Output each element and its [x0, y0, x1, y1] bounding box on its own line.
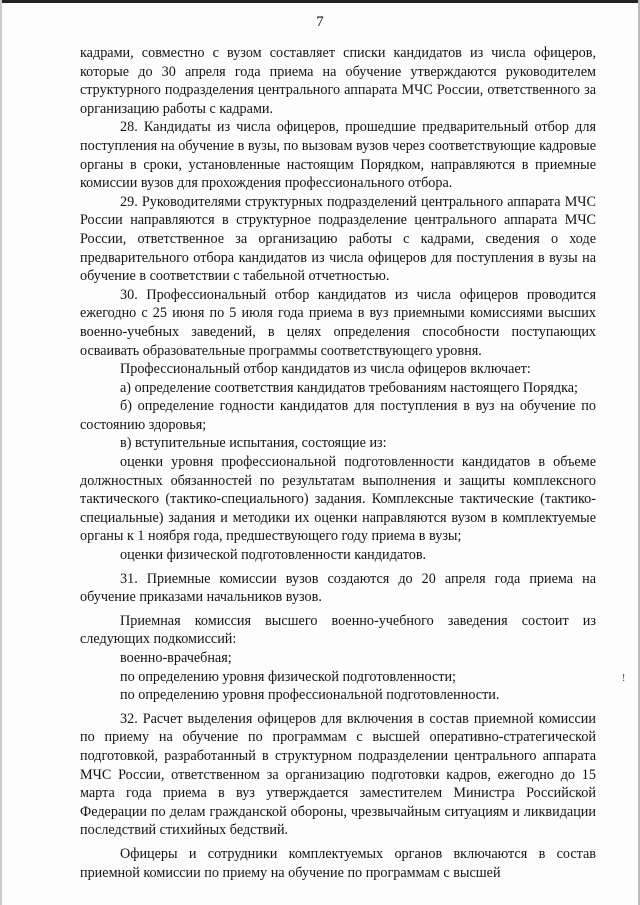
paragraph-continuation: кадрами, совместно с вузом составляет списки кандидатов из числа офицеров, которые до 30 апреля года приема на обучение утверждаются руководителем структурного подразделения центрального аппарата МЧС России, ответственного за организацию работы с кадрами. — [80, 45, 596, 117]
margin-mark: ! — [622, 673, 626, 684]
paragraph-officers-employees: Офицеры и сотрудники комплектуемых органов включаются в состав приемной комиссии по приему на обучение по программам с высшей — [80, 845, 596, 881]
sub-item-physical-assessment: оценки физической подготовленности кандидатов. — [120, 547, 427, 564]
paragraph-29: 29. Руководителями структурных подразделений центрального аппарата МЧС России направляются в структурное подразделение центрального аппарата МЧС России, ответственное за организацию работы с кадрами, сведения о ходе предварительного отбора кандидатов из числа офицеров для поступления в вузы на обучение в соответствии с табельной отчетностью. — [80, 193, 596, 285]
list-item-v: в) вступительные испытания, состоящие из: — [120, 435, 387, 452]
paragraph-32: 32. Расчет выделения офицеров для включения в состав приемной комиссии по приему на обучение по программам с высшей оперативно-стратегической подготовкой, разработанный в структурном подразделении центрального аппарата МЧС России, ответственном за организацию подготовки кадров, ежегодно до 15 марта года приема в вуз утверждается заместителем Министра Российской Федерации по делам гражданской обороны, чрезвычайным ситуациям и ликвидации последствий стихийных бедствий. — [80, 710, 596, 839]
sub-item-professional-assessment: оценки уровня профессиональной подготовленности кандидатов в объеме должностных обязанностей по результатам выполнения и защиты комплексного тактического (тактико-специального) задания. Комплексные тактические (тактико-специальные) задания и методики их оценки направляются вузом в комплектуемые органы к 1 ноября года, предшествующего году приема в вузы; — [80, 454, 596, 545]
scan-edge-left — [0, 0, 2, 905]
paragraph-31: 31. Приемные комиссии вузов создаются до 20 апреля года приема на обучение приказами начальников вузов. — [80, 570, 596, 606]
paragraph-selection-intro: Профессиональный отбор кандидатов из числа офицеров включает: — [120, 361, 531, 378]
paragraph-30: 30. Профессиональный отбор кандидатов из числа офицеров проводится ежегодно с 25 июня по 5 июля года приема в вуз приемными комиссиями высших военно-учебных заведений, в целях определения способности поступающих осваивать образовательные программы соответствующего уровня. — [80, 286, 596, 359]
subcommission-medical: военно-врачебная; — [120, 650, 232, 666]
list-item-b: б) определение годности кандидатов для поступления в вуз на обучение по состоянию здоровья; — [80, 398, 596, 433]
subcommission-professional: по определению уровня профессиональной подготовленности. — [120, 687, 500, 704]
scan-edge-top — [0, 0, 640, 3]
page-number: 7 — [316, 14, 324, 30]
subcommission-physical: по определению уровня физической подготовленности; — [120, 668, 456, 685]
document-body — [80, 44, 596, 882]
list-item-a: а) определение соответствия кандидатов требованиям настоящего Порядка; — [120, 379, 578, 396]
paragraph-commission-composition: Приемная комиссия высшего военно-учебного заведения состоит из следующих подкомиссий: — [80, 612, 596, 648]
paragraph-28: 28. Кандидаты из числа офицеров, прошедшие предварительный отбор для поступления на обучение в вузы, по вызовам вузов через соответствующие кадровые органы в сроки, установленные настоящим Порядком, направляются в приемные комиссии вузов для прохождения профессионального отбора. — [80, 119, 596, 192]
